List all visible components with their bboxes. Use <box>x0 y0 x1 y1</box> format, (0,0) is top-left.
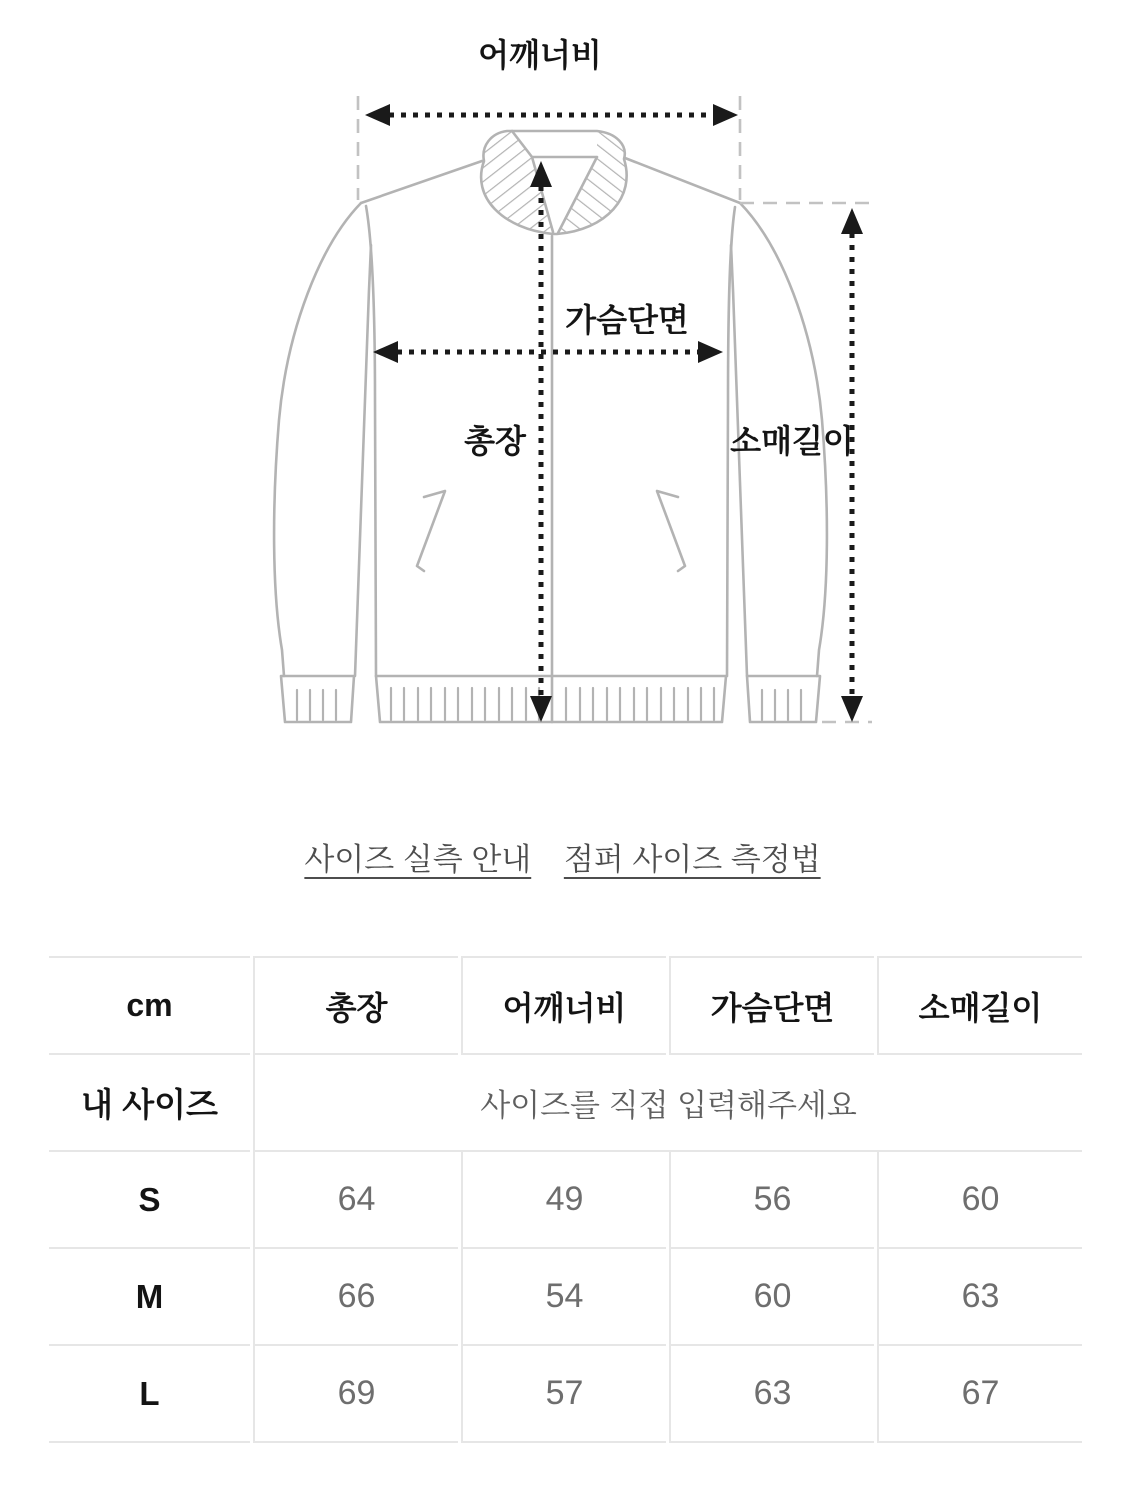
my-size-input-area[interactable]: 사이즈를 직접 입력해주세요 <box>253 1055 1082 1152</box>
value-s-length: 64 <box>253 1152 458 1249</box>
header-cell-sleeve: 소매길이 <box>877 956 1082 1055</box>
length-label: 총장 <box>464 423 526 459</box>
table-row-m <box>49 1249 1082 1346</box>
body-left-edge <box>366 206 376 676</box>
header-cell-length: 총장 <box>253 956 458 1055</box>
chest-label: 가슴단면 <box>565 302 689 338</box>
left-sleeve-inner <box>355 245 371 676</box>
header-cell-shoulder: 어깨너비 <box>461 956 666 1055</box>
right-cuff-ribs <box>762 690 801 720</box>
size-label-l: L <box>49 1346 250 1443</box>
right-sleeve-inner <box>731 245 747 676</box>
diagram-labels <box>464 37 854 459</box>
left-sleeve-outer <box>274 203 361 676</box>
left-cuff <box>281 676 354 722</box>
left-pocket <box>417 491 445 571</box>
value-m-chest: 60 <box>669 1249 874 1346</box>
length-arrow <box>530 161 552 722</box>
chest-arrow <box>373 341 723 363</box>
size-table-header-row <box>49 956 1082 1055</box>
value-m-sleeve: 63 <box>877 1249 1082 1346</box>
measure-method-link[interactable]: 점퍼 사이즈 측정법 <box>563 842 821 877</box>
size-label-s: S <box>49 1152 250 1249</box>
size-guide-link[interactable]: 사이즈 실측 안내 <box>304 842 532 877</box>
header-cell-chest: 가슴단면 <box>669 956 874 1055</box>
header-cell-unit: cm <box>49 956 250 1055</box>
sleeve-length-arrow <box>841 208 863 722</box>
sleeve-length-label: 소매길이 <box>730 423 854 459</box>
size-label-m: M <box>49 1249 250 1346</box>
value-s-chest: 56 <box>669 1152 874 1249</box>
value-s-sleeve: 60 <box>877 1152 1082 1249</box>
value-l-length: 69 <box>253 1346 458 1443</box>
value-m-length: 66 <box>253 1249 458 1346</box>
my-size-row <box>49 1055 1082 1152</box>
my-size-label: 내 사이즈 <box>49 1055 250 1152</box>
right-pocket <box>657 491 685 571</box>
value-l-chest: 63 <box>669 1346 874 1443</box>
shoulder-width-arrow <box>365 104 738 126</box>
value-l-sleeve: 67 <box>877 1346 1082 1443</box>
value-m-shoulder: 54 <box>461 1249 666 1346</box>
shoulder-width-label: 어깨너비 <box>478 37 602 73</box>
value-l-shoulder: 57 <box>461 1346 666 1443</box>
table-row-l <box>49 1346 1082 1443</box>
left-cuff-ribs <box>297 690 336 720</box>
table-row-s <box>49 1152 1082 1249</box>
right-cuff <box>747 676 820 722</box>
size-table <box>46 956 1085 1443</box>
value-s-shoulder: 49 <box>461 1152 666 1249</box>
size-links-row <box>0 840 1125 880</box>
